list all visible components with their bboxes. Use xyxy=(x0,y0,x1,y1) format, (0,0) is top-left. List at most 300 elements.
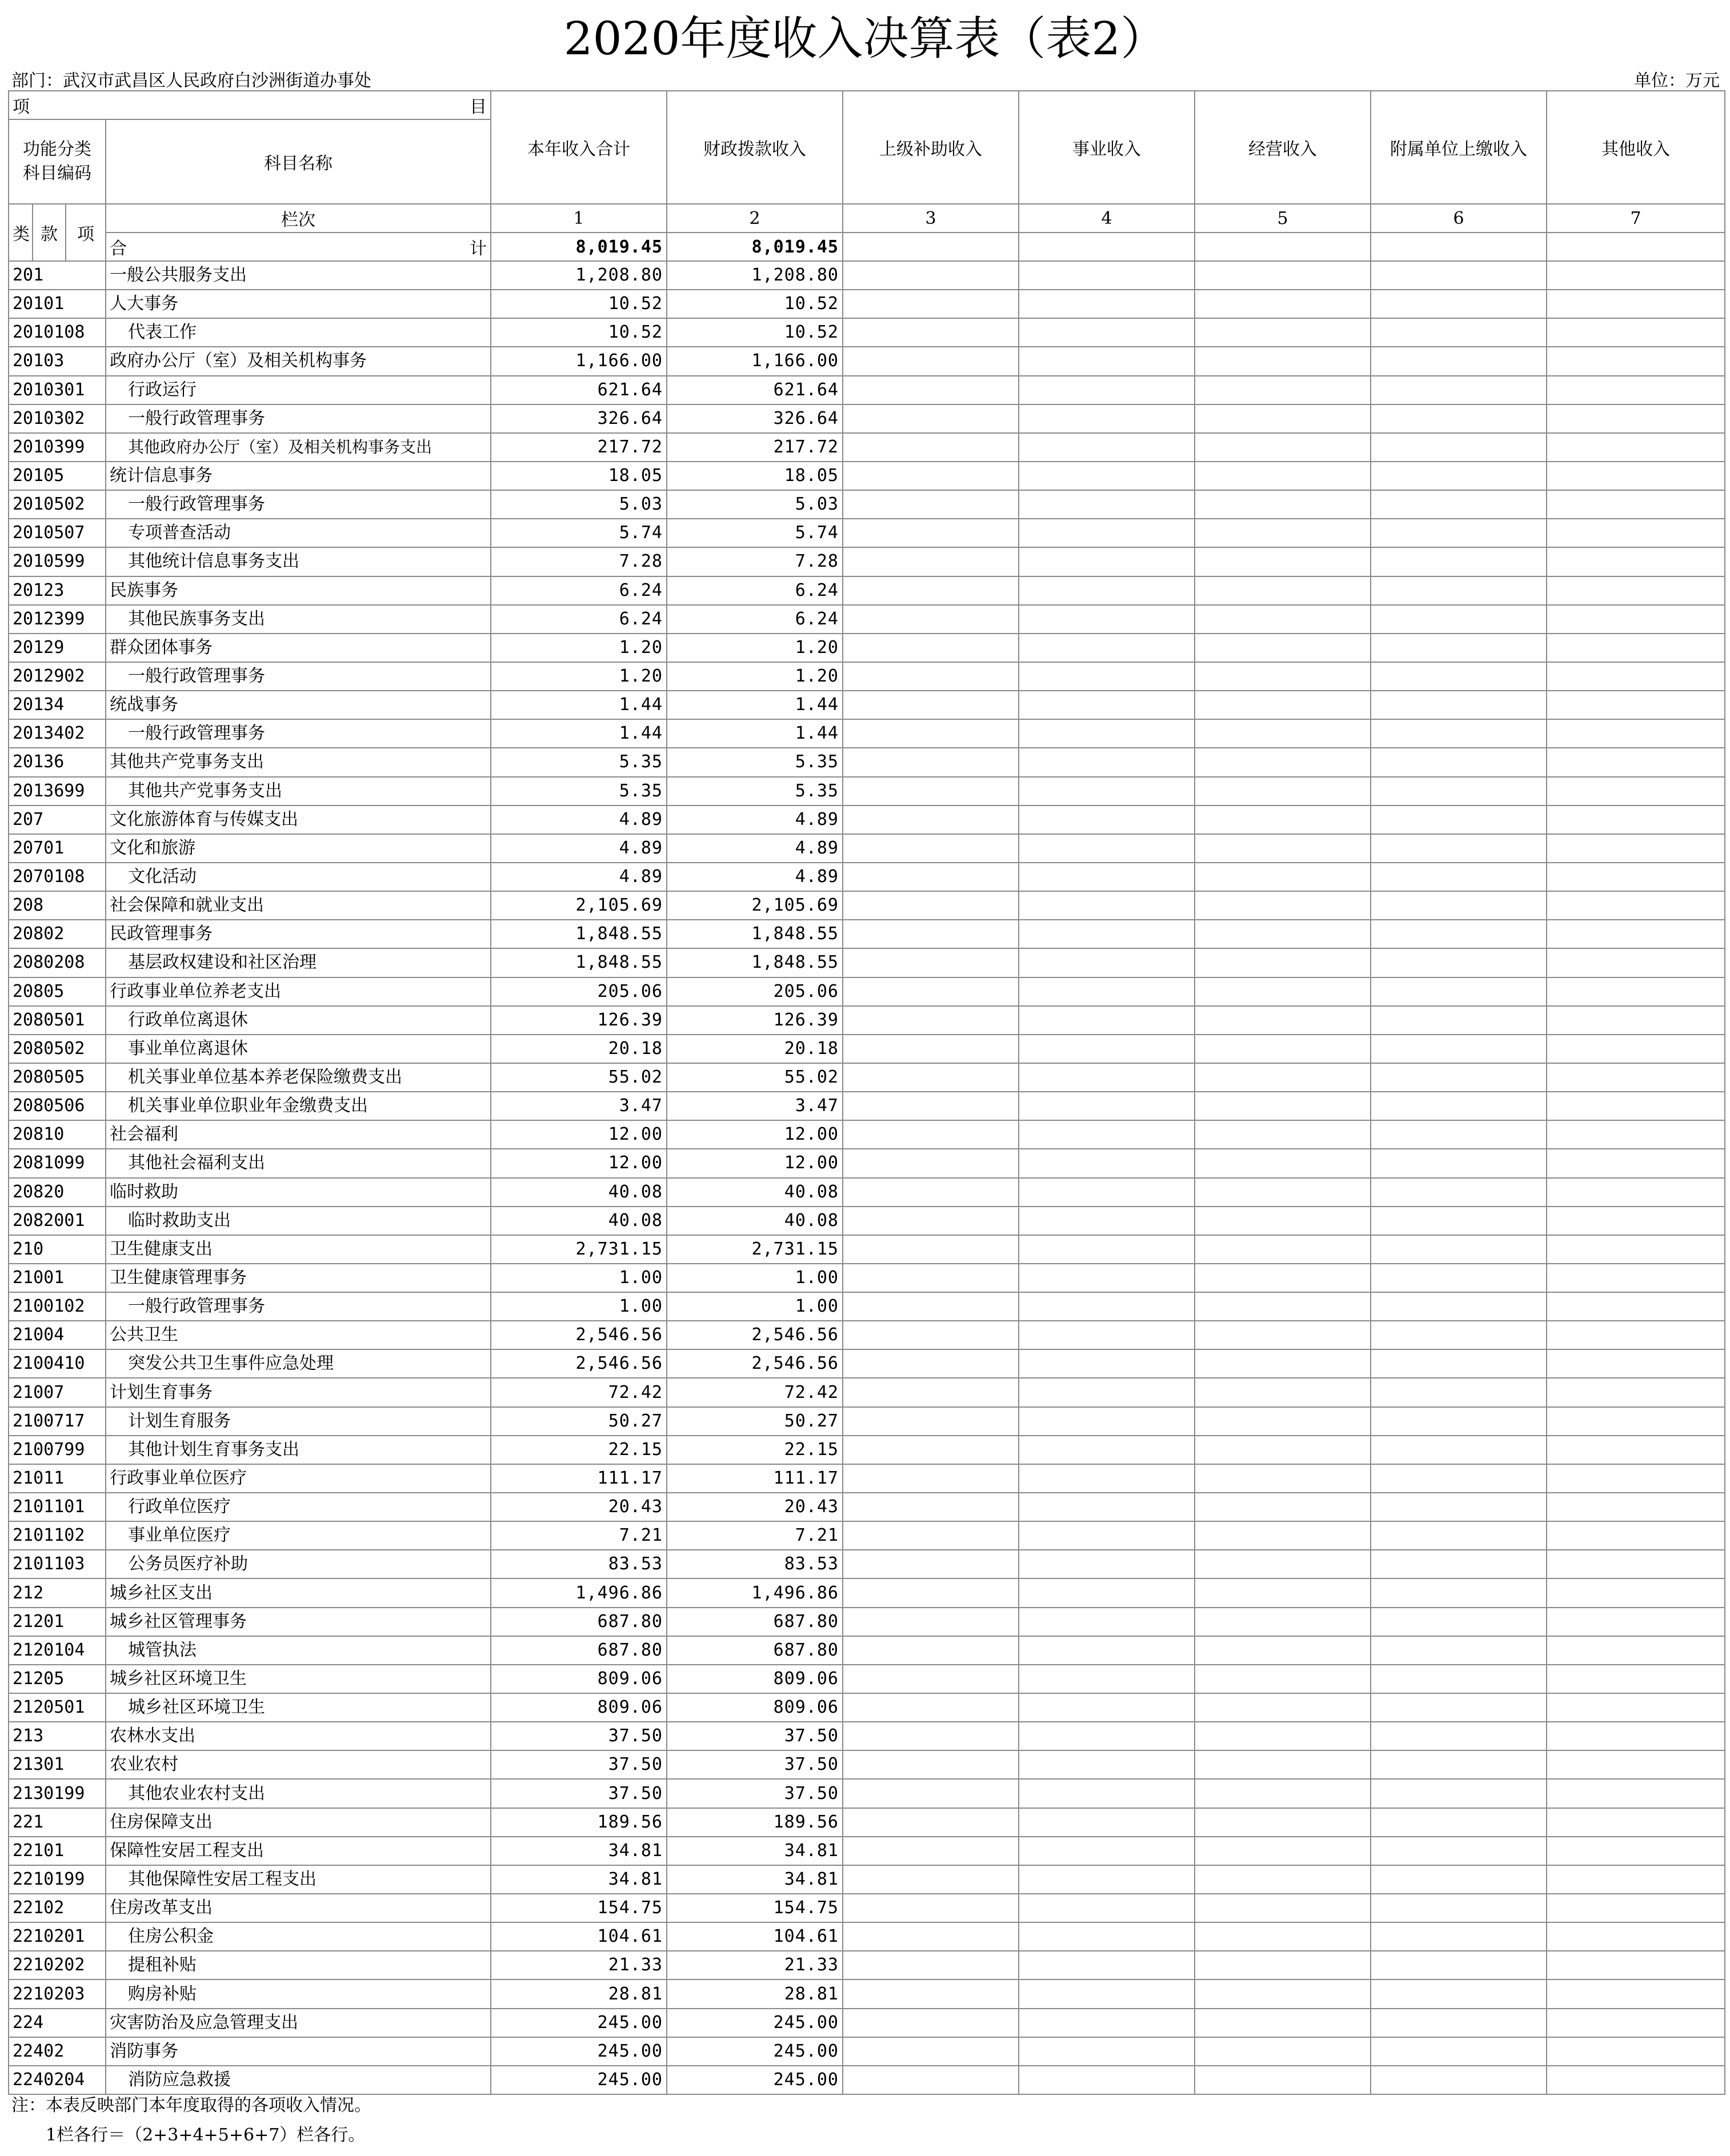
row-fiscal-appropriation: 6.24 xyxy=(667,576,843,605)
row-business-income xyxy=(1019,1550,1195,1578)
row-code: 2012399 xyxy=(9,605,106,634)
row-superior-subsidy xyxy=(843,1750,1019,1779)
row-affiliated-income xyxy=(1371,719,1547,748)
table-row xyxy=(9,1149,1725,1177)
total-value-4 xyxy=(1019,233,1195,261)
row-subject-name: 灾害防治及应急管理支出 xyxy=(106,2009,491,2037)
row-subject-name: 民族事务 xyxy=(106,576,491,605)
row-code: 20802 xyxy=(9,920,106,948)
row-subject-name: 一般行政管理事务 xyxy=(106,719,491,748)
row-other-income xyxy=(1547,290,1725,318)
row-total-income: 1.00 xyxy=(491,1292,667,1321)
row-operating-income xyxy=(1195,1092,1371,1120)
table-row xyxy=(9,1722,1725,1750)
row-total-income: 1.20 xyxy=(491,662,667,691)
row-affiliated-income xyxy=(1371,547,1547,576)
row-superior-subsidy xyxy=(843,1636,1019,1665)
row-other-income xyxy=(1547,1550,1725,1578)
row-subject-name: 其他统计信息事务支出 xyxy=(106,547,491,576)
row-operating-income xyxy=(1195,719,1371,748)
row-subject-name: 统战事务 xyxy=(106,691,491,719)
table-row xyxy=(9,347,1725,375)
row-fiscal-appropriation: 809.06 xyxy=(667,1693,843,1722)
row-other-income xyxy=(1547,376,1725,404)
row-other-income xyxy=(1547,1092,1725,1120)
row-affiliated-income xyxy=(1371,2066,1547,2094)
row-subject-name: 城乡社区管理事务 xyxy=(106,1608,491,1636)
row-affiliated-income xyxy=(1371,1006,1547,1035)
row-fiscal-appropriation: 3.47 xyxy=(667,1092,843,1120)
row-operating-income xyxy=(1195,1837,1371,1865)
table-row xyxy=(9,404,1725,433)
row-total-income: 72.42 xyxy=(491,1378,667,1406)
col-number-7: 7 xyxy=(1547,204,1725,233)
row-business-income xyxy=(1019,261,1195,290)
row-other-income xyxy=(1547,1837,1725,1865)
row-code: 213 xyxy=(9,1722,106,1750)
row-subject-name: 代表工作 xyxy=(106,318,491,347)
row-code: 20134 xyxy=(9,691,106,719)
row-operating-income xyxy=(1195,404,1371,433)
row-operating-income xyxy=(1195,576,1371,605)
row-total-income: 4.89 xyxy=(491,806,667,834)
row-total-income: 2,105.69 xyxy=(491,891,667,920)
table-row xyxy=(9,2009,1725,2037)
row-operating-income xyxy=(1195,863,1371,891)
row-total-income: 126.39 xyxy=(491,1006,667,1035)
row-affiliated-income xyxy=(1371,261,1547,290)
row-fiscal-appropriation: 1,208.80 xyxy=(667,261,843,290)
row-total-income: 687.80 xyxy=(491,1636,667,1665)
row-superior-subsidy xyxy=(843,290,1019,318)
row-total-income: 37.50 xyxy=(491,1750,667,1779)
row-affiliated-income xyxy=(1371,1321,1547,1349)
row-operating-income xyxy=(1195,1894,1371,1922)
table-row xyxy=(9,318,1725,347)
col-header-7: 其他收入 xyxy=(1547,91,1725,204)
row-total-income: 10.52 xyxy=(491,290,667,318)
row-fiscal-appropriation: 4.89 xyxy=(667,806,843,834)
row-code: 2210199 xyxy=(9,1865,106,1894)
row-total-income: 621.64 xyxy=(491,376,667,404)
table-row xyxy=(9,1407,1725,1436)
row-other-income xyxy=(1547,634,1725,662)
row-superior-subsidy xyxy=(843,576,1019,605)
row-total-income: 2,731.15 xyxy=(491,1235,667,1264)
row-fiscal-appropriation: 245.00 xyxy=(667,2009,843,2037)
row-fiscal-appropriation: 34.81 xyxy=(667,1837,843,1865)
row-other-income xyxy=(1547,1894,1725,1922)
row-operating-income xyxy=(1195,1493,1371,1521)
row-fiscal-appropriation: 28.81 xyxy=(667,1979,843,2008)
row-affiliated-income xyxy=(1371,748,1547,776)
row-total-income: 37.50 xyxy=(491,1779,667,1808)
row-affiliated-income xyxy=(1371,1837,1547,1865)
row-operating-income xyxy=(1195,1578,1371,1607)
row-subject-name: 提租补贴 xyxy=(106,1951,491,1979)
row-superior-subsidy xyxy=(843,1608,1019,1636)
table-row xyxy=(9,1951,1725,1979)
row-operating-income xyxy=(1195,1979,1371,2008)
table-row xyxy=(9,1837,1725,1865)
row-code: 2080506 xyxy=(9,1092,106,1120)
row-business-income xyxy=(1019,1922,1195,1951)
row-fiscal-appropriation: 5.35 xyxy=(667,777,843,806)
row-superior-subsidy xyxy=(843,1693,1019,1722)
row-other-income xyxy=(1547,977,1725,1006)
row-code: 2101102 xyxy=(9,1521,106,1550)
row-fiscal-appropriation: 245.00 xyxy=(667,2037,843,2066)
row-business-income xyxy=(1019,891,1195,920)
row-subject-name: 社会福利 xyxy=(106,1120,491,1149)
row-subject-name: 一般行政管理事务 xyxy=(106,662,491,691)
row-superior-subsidy xyxy=(843,2037,1019,2066)
row-code: 21004 xyxy=(9,1321,106,1349)
row-subject-name: 其他农业农村支出 xyxy=(106,1779,491,1808)
row-superior-subsidy xyxy=(843,1006,1019,1035)
row-other-income xyxy=(1547,863,1725,891)
row-code: 2100102 xyxy=(9,1292,106,1321)
row-superior-subsidy xyxy=(843,2066,1019,2094)
row-total-income: 40.08 xyxy=(491,1178,667,1207)
row-business-income xyxy=(1019,1837,1195,1865)
row-superior-subsidy xyxy=(843,1722,1019,1750)
row-fiscal-appropriation: 1.20 xyxy=(667,662,843,691)
row-fiscal-appropriation: 189.56 xyxy=(667,1808,843,1837)
table-row xyxy=(9,2066,1725,2094)
row-total-income: 245.00 xyxy=(491,2066,667,2094)
row-other-income xyxy=(1547,1407,1725,1436)
row-superior-subsidy xyxy=(843,261,1019,290)
row-operating-income xyxy=(1195,1349,1371,1378)
row-other-income xyxy=(1547,433,1725,462)
row-fiscal-appropriation: 6.24 xyxy=(667,605,843,634)
row-affiliated-income xyxy=(1371,576,1547,605)
row-affiliated-income xyxy=(1371,1722,1547,1750)
row-code: 2013699 xyxy=(9,777,106,806)
row-other-income xyxy=(1547,2009,1725,2037)
row-affiliated-income xyxy=(1371,948,1547,977)
row-code: 20105 xyxy=(9,462,106,490)
row-code: 20101 xyxy=(9,290,106,318)
row-subject-name: 保障性安居工程支出 xyxy=(106,1837,491,1865)
row-operating-income xyxy=(1195,634,1371,662)
row-subject-name: 购房补贴 xyxy=(106,1979,491,2008)
row-total-income: 245.00 xyxy=(491,2009,667,2037)
row-fiscal-appropriation: 2,546.56 xyxy=(667,1321,843,1349)
row-operating-income xyxy=(1195,1178,1371,1207)
row-code: 2082001 xyxy=(9,1207,106,1235)
row-business-income xyxy=(1019,404,1195,433)
row-code: 2210202 xyxy=(9,1951,106,1979)
table-row xyxy=(9,834,1725,863)
row-subject-name: 计划生育事务 xyxy=(106,1378,491,1406)
row-superior-subsidy xyxy=(843,662,1019,691)
row-business-income xyxy=(1019,1464,1195,1493)
row-superior-subsidy xyxy=(843,318,1019,347)
row-other-income xyxy=(1547,318,1725,347)
row-total-income: 205.06 xyxy=(491,977,667,1006)
row-fiscal-appropriation: 37.50 xyxy=(667,1722,843,1750)
row-subject-name: 城管执法 xyxy=(106,1636,491,1665)
row-business-income xyxy=(1019,1521,1195,1550)
row-operating-income xyxy=(1195,1035,1371,1063)
row-other-income xyxy=(1547,404,1725,433)
table-row xyxy=(9,462,1725,490)
row-code: 20805 xyxy=(9,977,106,1006)
row-code: 2080208 xyxy=(9,948,106,977)
row-affiliated-income xyxy=(1371,1149,1547,1177)
row-operating-income xyxy=(1195,2009,1371,2037)
row-superior-subsidy xyxy=(843,1894,1019,1922)
row-other-income xyxy=(1547,1865,1725,1894)
row-total-income: 1.44 xyxy=(491,719,667,748)
row-total-income: 28.81 xyxy=(491,1979,667,2008)
row-total-income: 34.81 xyxy=(491,1837,667,1865)
row-affiliated-income xyxy=(1371,1750,1547,1779)
row-operating-income xyxy=(1195,1922,1371,1951)
col-header-2: 财政拨款收入 xyxy=(667,91,843,204)
row-operating-income xyxy=(1195,1264,1371,1292)
row-business-income xyxy=(1019,1149,1195,1177)
row-business-income xyxy=(1019,290,1195,318)
row-subject-name: 住房改革支出 xyxy=(106,1894,491,1922)
note-2: 1栏各行＝（2+3+4+5+6+7）栏各行。 xyxy=(46,2125,366,2145)
row-superior-subsidy xyxy=(843,1521,1019,1550)
table-row xyxy=(9,1521,1725,1550)
table-row xyxy=(9,1292,1725,1321)
row-total-income: 1,496.86 xyxy=(491,1578,667,1607)
row-fiscal-appropriation: 12.00 xyxy=(667,1120,843,1149)
row-superior-subsidy xyxy=(843,519,1019,547)
row-code: 2010502 xyxy=(9,490,106,519)
total-value-6 xyxy=(1371,233,1547,261)
row-subject-name: 消防事务 xyxy=(106,2037,491,2066)
row-other-income xyxy=(1547,462,1725,490)
row-code: 2010399 xyxy=(9,433,106,462)
row-fiscal-appropriation: 1,848.55 xyxy=(667,920,843,948)
row-business-income xyxy=(1019,691,1195,719)
col-header-6: 附属单位上缴收入 xyxy=(1371,91,1547,204)
row-total-income: 1.20 xyxy=(491,634,667,662)
row-affiliated-income xyxy=(1371,1235,1547,1264)
row-business-income xyxy=(1019,634,1195,662)
row-business-income xyxy=(1019,662,1195,691)
col-number-6: 6 xyxy=(1371,204,1547,233)
row-operating-income xyxy=(1195,1636,1371,1665)
row-total-income: 5.35 xyxy=(491,748,667,776)
row-superior-subsidy xyxy=(843,1092,1019,1120)
row-subject-name: 公务员医疗补助 xyxy=(106,1550,491,1578)
row-affiliated-income xyxy=(1371,347,1547,375)
col-header-3: 上级补助收入 xyxy=(843,91,1019,204)
row-code: 2240204 xyxy=(9,2066,106,2094)
row-business-income xyxy=(1019,1636,1195,1665)
row-operating-income xyxy=(1195,977,1371,1006)
row-code: 22402 xyxy=(9,2037,106,2066)
row-total-income: 2,546.56 xyxy=(491,1349,667,1378)
row-subject-name: 一般行政管理事务 xyxy=(106,1292,491,1321)
total-value-5 xyxy=(1195,233,1371,261)
row-operating-income xyxy=(1195,1006,1371,1035)
row-operating-income xyxy=(1195,891,1371,920)
table-row xyxy=(9,1608,1725,1636)
row-affiliated-income xyxy=(1371,1665,1547,1693)
row-subject-name: 城乡社区环境卫生 xyxy=(106,1665,491,1693)
row-fiscal-appropriation: 7.28 xyxy=(667,547,843,576)
header-xiang2: 项 xyxy=(66,204,106,261)
row-affiliated-income xyxy=(1371,290,1547,318)
row-affiliated-income xyxy=(1371,777,1547,806)
row-business-income xyxy=(1019,1894,1195,1922)
row-superior-subsidy xyxy=(843,1178,1019,1207)
row-business-income xyxy=(1019,1750,1195,1779)
row-subject-name: 人大事务 xyxy=(106,290,491,318)
row-code: 20129 xyxy=(9,634,106,662)
row-total-income: 104.61 xyxy=(491,1922,667,1951)
row-operating-income xyxy=(1195,318,1371,347)
row-superior-subsidy xyxy=(843,1464,1019,1493)
table-row xyxy=(9,376,1725,404)
row-business-income xyxy=(1019,1436,1195,1464)
row-code: 21205 xyxy=(9,1665,106,1693)
row-superior-subsidy xyxy=(843,891,1019,920)
row-code: 2120104 xyxy=(9,1636,106,1665)
row-other-income xyxy=(1547,2037,1725,2066)
row-code: 2012902 xyxy=(9,662,106,691)
row-operating-income xyxy=(1195,1464,1371,1493)
row-superior-subsidy xyxy=(843,1665,1019,1693)
row-operating-income xyxy=(1195,1779,1371,1808)
row-business-income xyxy=(1019,347,1195,375)
row-fiscal-appropriation: 1.00 xyxy=(667,1264,843,1292)
row-affiliated-income xyxy=(1371,806,1547,834)
table-row xyxy=(9,891,1725,920)
row-affiliated-income xyxy=(1371,1779,1547,1808)
row-other-income xyxy=(1547,948,1725,977)
row-affiliated-income xyxy=(1371,920,1547,948)
row-other-income xyxy=(1547,1321,1725,1349)
row-fiscal-appropriation: 245.00 xyxy=(667,2066,843,2094)
row-affiliated-income xyxy=(1371,318,1547,347)
row-business-income xyxy=(1019,719,1195,748)
note-1: 注：本表反映部门本年度取得的各项收入情况。 xyxy=(11,2095,371,2115)
row-fiscal-appropriation: 326.64 xyxy=(667,404,843,433)
table-row xyxy=(9,490,1725,519)
row-total-income: 55.02 xyxy=(491,1063,667,1092)
row-fiscal-appropriation: 2,731.15 xyxy=(667,1235,843,1264)
row-business-income xyxy=(1019,806,1195,834)
table-row xyxy=(9,634,1725,662)
row-other-income xyxy=(1547,1665,1725,1693)
row-subject-name: 其他政府办公厅（室）及相关机构事务支出 xyxy=(106,433,491,462)
col-number-2: 2 xyxy=(667,204,843,233)
row-superior-subsidy xyxy=(843,1292,1019,1321)
header-lanci: 栏次 xyxy=(106,204,491,233)
row-subject-name: 专项普查活动 xyxy=(106,519,491,547)
row-operating-income xyxy=(1195,806,1371,834)
row-code: 21007 xyxy=(9,1378,106,1406)
table-row xyxy=(9,719,1725,748)
row-total-income: 21.33 xyxy=(491,1951,667,1979)
row-subject-name: 统计信息事务 xyxy=(106,462,491,490)
row-total-income: 687.80 xyxy=(491,1608,667,1636)
table-row xyxy=(9,920,1725,948)
total-label-left: 合 xyxy=(110,239,127,259)
row-affiliated-income xyxy=(1371,1349,1547,1378)
row-total-income: 6.24 xyxy=(491,576,667,605)
row-operating-income xyxy=(1195,1436,1371,1464)
row-affiliated-income xyxy=(1371,977,1547,1006)
row-affiliated-income xyxy=(1371,834,1547,863)
row-fiscal-appropriation: 40.08 xyxy=(667,1178,843,1207)
row-code: 20810 xyxy=(9,1120,106,1149)
table-row xyxy=(9,1120,1725,1149)
row-subject-name: 住房公积金 xyxy=(106,1922,491,1951)
row-total-income: 34.81 xyxy=(491,1865,667,1894)
row-operating-income xyxy=(1195,1808,1371,1837)
row-code: 20701 xyxy=(9,834,106,863)
row-fiscal-appropriation: 10.52 xyxy=(667,318,843,347)
table-row xyxy=(9,1865,1725,1894)
row-fiscal-appropriation: 83.53 xyxy=(667,1550,843,1578)
table-row xyxy=(9,1979,1725,2008)
row-affiliated-income xyxy=(1371,1436,1547,1464)
row-business-income xyxy=(1019,1722,1195,1750)
table-row xyxy=(9,1006,1725,1035)
row-total-income: 20.43 xyxy=(491,1493,667,1521)
row-operating-income xyxy=(1195,1521,1371,1550)
row-business-income xyxy=(1019,834,1195,863)
row-affiliated-income xyxy=(1371,1636,1547,1665)
row-operating-income xyxy=(1195,261,1371,290)
row-total-income: 37.50 xyxy=(491,1722,667,1750)
row-superior-subsidy xyxy=(843,1235,1019,1264)
row-business-income xyxy=(1019,576,1195,605)
row-code: 21201 xyxy=(9,1608,106,1636)
row-total-income: 12.00 xyxy=(491,1149,667,1177)
table-row xyxy=(9,433,1725,462)
row-other-income xyxy=(1547,547,1725,576)
row-other-income xyxy=(1547,1006,1725,1035)
row-subject-name: 其他共产党事务支出 xyxy=(106,748,491,776)
row-superior-subsidy xyxy=(843,347,1019,375)
row-total-income: 217.72 xyxy=(491,433,667,462)
row-fiscal-appropriation: 1.44 xyxy=(667,719,843,748)
row-total-income: 18.05 xyxy=(491,462,667,490)
table-row xyxy=(9,1178,1725,1207)
row-business-income xyxy=(1019,462,1195,490)
row-subject-name: 行政单位医疗 xyxy=(106,1493,491,1521)
row-code: 2010302 xyxy=(9,404,106,433)
row-total-income: 1.00 xyxy=(491,1264,667,1292)
row-other-income xyxy=(1547,1808,1725,1837)
row-code: 2080501 xyxy=(9,1006,106,1035)
row-other-income xyxy=(1547,1120,1725,1149)
row-superior-subsidy xyxy=(843,977,1019,1006)
row-operating-income xyxy=(1195,290,1371,318)
row-affiliated-income xyxy=(1371,891,1547,920)
row-business-income xyxy=(1019,1779,1195,1808)
row-business-income xyxy=(1019,977,1195,1006)
row-business-income xyxy=(1019,605,1195,634)
table-row xyxy=(9,1922,1725,1951)
notes xyxy=(11,2091,371,2150)
row-operating-income xyxy=(1195,376,1371,404)
row-other-income xyxy=(1547,777,1725,806)
row-other-income xyxy=(1547,605,1725,634)
row-business-income xyxy=(1019,1493,1195,1521)
